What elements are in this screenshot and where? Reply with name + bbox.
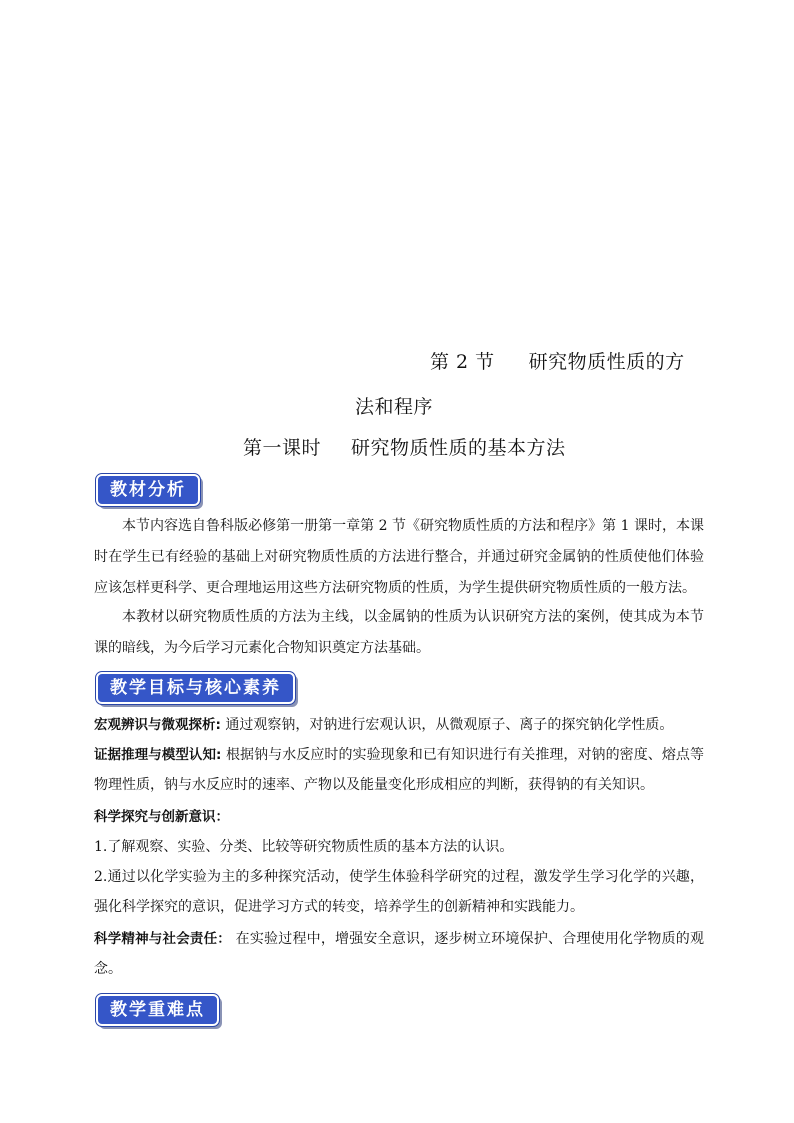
- section-number: 第 2 节: [430, 351, 495, 373]
- macro-goal-text: 通过观察钠，对钠进行宏观认识，从微观原子、离子的探究钠化学性质。: [220, 717, 674, 733]
- macro-goal-label: 宏观辨识与微观探析:: [94, 717, 221, 733]
- inquiry-goal-label: 科学探究与创新意识：: [94, 809, 229, 825]
- evidence-goal-label: 证据推理与模型认知:: [94, 747, 222, 763]
- analysis-badge: 教材分析: [96, 474, 200, 506]
- inquiry-item-2: 2.通过以化学实验为主的多种探究活动，使学生体验科学研究的过程，激发学生学习化学的兴趣，强化科学探究的意识，促进学习方式的转变，培养学生的创新精神和实践能力。: [94, 869, 704, 915]
- spirit-goal: [94, 924, 704, 984]
- evidence-goal-text: 根据钠与水反应时的实验现象和已有知识进行有关推理，对钠的密度、熔点等物理性质，钠与水反应时的速率、产物以及能量变化形成相应的判断，获得钠的有关知识。: [94, 747, 704, 793]
- difficulties-badge: 教学重难点: [96, 994, 219, 1026]
- spirit-goal-text: 在实验过程中，增强安全意识，逐步树立环境保护、合理使用化学物质的观念。: [94, 931, 705, 977]
- goals-badge: 教学目标与核心素养: [96, 672, 295, 704]
- spirit-goal-label: 科学精神与社会责任：: [94, 931, 231, 947]
- inquiry-goal: [94, 802, 704, 832]
- lesson-number: 第一课时: [243, 437, 322, 459]
- lesson-heading: [243, 433, 566, 460]
- evidence-goal: [94, 740, 704, 800]
- analysis-paragraph-1: 本节内容选自鲁科版必修第一册第一章第 2 节《研究物质性质的方法和程序》第 1 课时，本课时在学生已有经验的基础上对研究物质性质的方法进行整合，并通过研究金属钠的性质使他们体验应该怎样更科学、更合理地运用这些方法研究物质的性质，为学生提供研究物质性质的一般方法。: [94, 518, 704, 596]
- section-heading: [430, 347, 685, 374]
- section-title-part1: 研究物质性质的方: [528, 351, 685, 373]
- lesson-title: 研究物质性质的基本方法: [351, 437, 566, 459]
- section-title-part2: 法和程序: [355, 396, 434, 418]
- macro-goal: [94, 710, 704, 740]
- analysis-paragraph-2: 本教材以研究物质性质的方法为主线，以金属钠的性质为认识研究方法的案例，使其成为本节课的暗线，为今后学习元素化合物知识奠定方法基础。: [94, 609, 704, 656]
- inquiry-item-1: 1.了解观察、实验、分类、比较等研究物质性质的基本方法的认识。: [94, 839, 514, 855]
